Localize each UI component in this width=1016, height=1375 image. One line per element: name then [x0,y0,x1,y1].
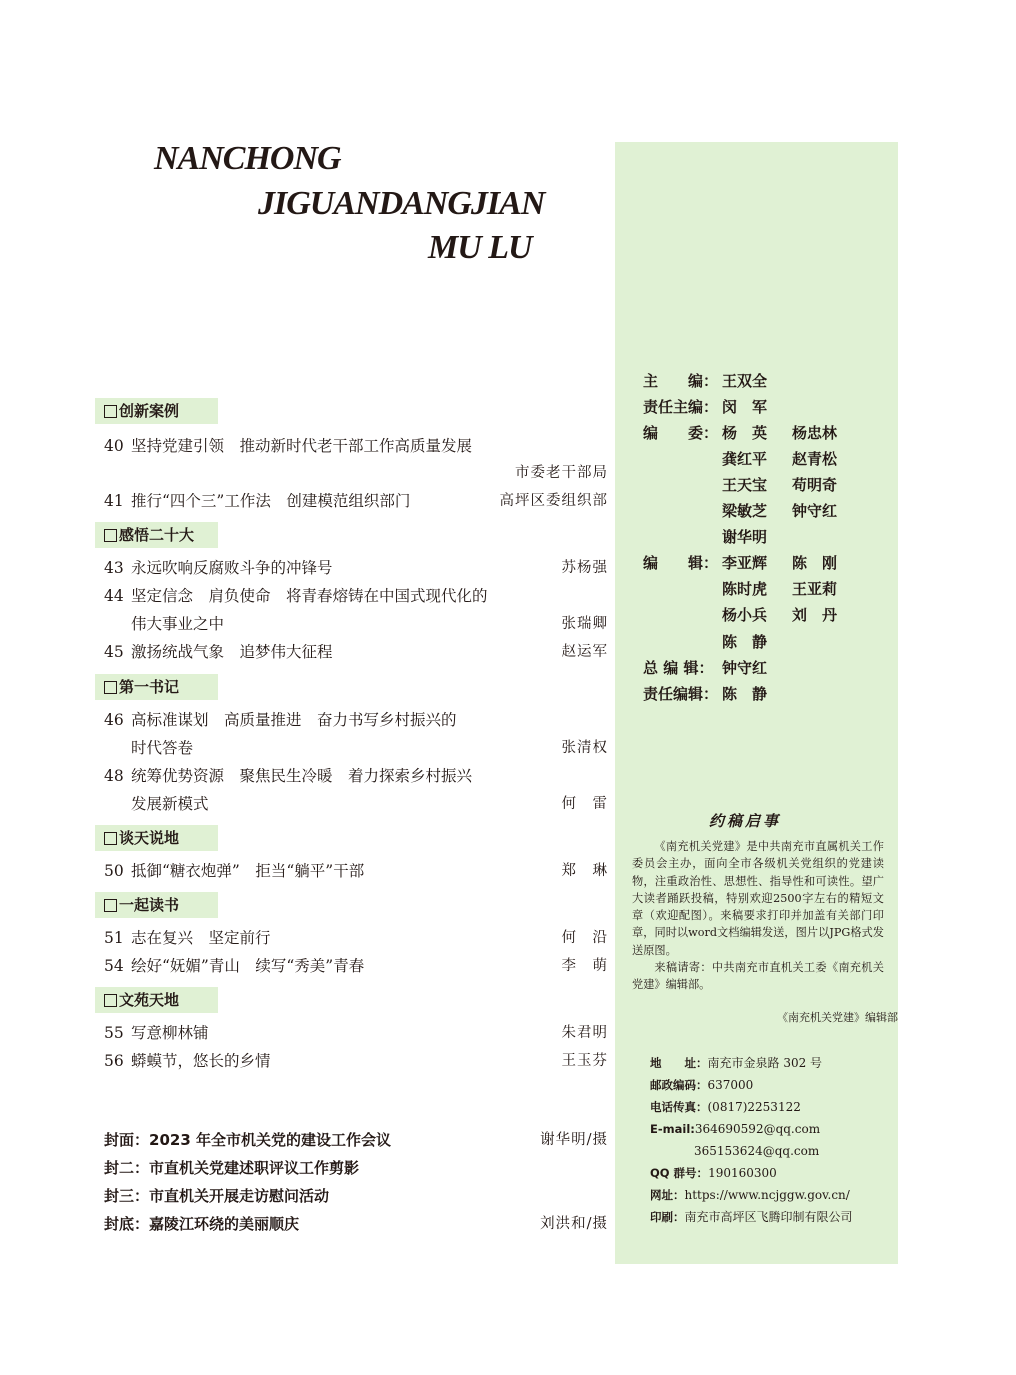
editorial-name: 杨 英 [722,424,768,442]
editorial-name: 王双全 [722,372,768,390]
toc-entry-continued: 时代答卷 [131,739,194,757]
masthead-line-3: MU LU [428,229,532,266]
checkbox-square-icon [104,681,117,694]
editorial-name: 闵 军 [722,398,768,416]
editorial-name: 谢华明 [722,528,768,546]
toc-entry[interactable]: 43 永远吹响反腐败斗争的冲锋号 [104,559,333,577]
toc-entry-continued: 发展新模式 [131,795,209,813]
toc-author: 张清权 [561,740,608,756]
toc-entry[interactable]: 51 志在复兴 坚定前行 [104,929,271,947]
editorial-name: 梁敏芝 [722,502,768,520]
checkbox-square-icon [104,899,117,912]
cover-credit: 刘洪和/摄 [540,1216,608,1232]
editorial-role: 总 编 辑： [643,659,714,677]
checkbox-square-icon [104,529,117,542]
editorial-role: 编 委： [643,424,719,442]
editorial-role: 责任编辑： [643,685,719,703]
editorial-name: 龚红平 [722,450,768,468]
checkbox-square-icon [104,405,117,418]
cover-note: 封底：嘉陵江环绕的美丽顺庆 [104,1215,300,1233]
toc-author: 李 萌 [561,958,608,974]
editorial-name: 陈时虎 [722,580,768,598]
toc-author: 赵运军 [561,644,608,660]
toc-entry[interactable]: 55 写意柳林铺 [104,1024,209,1042]
toc-entry[interactable]: 44 坚定信念 肩负使命 将青春熔铸在中国式现代化的 [104,587,488,605]
cover-note: 封二：市直机关党建述职评议工作剪影 [104,1159,360,1177]
contact-email[interactable]: E-mail:364690592@qq.com [650,1122,821,1136]
toc-entry[interactable]: 50 抵御“糖衣炮弹” 拒当“躺平”干部 [104,862,365,880]
editorial-name: 陈 静 [722,633,768,651]
section-tag: 创新案例 [95,398,218,424]
notice-body [632,838,884,994]
editorial-name: 陈 静 [722,685,768,703]
checkbox-square-icon [104,994,117,1007]
masthead-line-2: JIGUANDANGJIAN [258,185,545,222]
toc-author: 何 雷 [561,796,608,812]
contact-line: 印刷：南充市高坪区飞腾印制有限公司 [650,1210,853,1224]
toc-author: 王玉芬 [561,1053,608,1069]
section-tag: 一起读书 [95,892,218,918]
toc-entry[interactable]: 45 激扬统战气象 追梦伟大征程 [104,643,333,661]
toc-entry[interactable]: 46 高标准谋划 高质量推进 奋力书写乡村振兴的 [104,711,457,729]
contact-line: 地 址：南充市金泉路 302 号 [650,1056,823,1070]
editorial-name: 赵青松 [792,450,838,468]
editorial-name: 钟守红 [722,659,768,677]
contact-line: 电话传真：(0817)2253122 [650,1100,801,1114]
toc-entry[interactable]: 56 蟒蟆节，悠长的乡情 [104,1052,271,1070]
toc-author: 苏杨强 [561,560,608,576]
contact-line: QQ 群号：190160300 [650,1166,777,1180]
editorial-name: 杨小兵 [722,606,768,624]
section-tag: 感悟二十大 [95,522,218,548]
toc-author: 郑 琳 [561,863,608,879]
toc-author: 朱君明 [561,1025,608,1041]
toc-author: 何 沿 [561,930,608,946]
editorial-name: 王亚莉 [792,580,838,598]
editorial-name: 钟守红 [792,502,838,520]
toc-author: 张瑞卿 [561,616,608,632]
editorial-name: 李亚辉 [722,554,768,572]
section-tag: 文苑天地 [95,987,218,1013]
toc-entry[interactable]: 48 统筹优势资源 聚焦民生冷暖 着力探索乡村振兴 [104,767,473,785]
notice-paragraph: 《南充机关党建》是中共南充市直属机关工作委员会主办，面向全市各级机关党组织的党建读物，注重政治性、思想性、指导性和可读性。望广大读者踊跃投稿，特别欢迎2500字左右的精短文章（欢迎配图）。来稿要求打印并加盖有关部门印章，同时以word文档编辑发送，图片以JPG格式发送原图。 [632,840,884,957]
toc-entry[interactable]: 54 绘好“妩媚”青山 续写“秀美”青春 [104,957,365,975]
editorial-role: 编 辑： [643,554,719,572]
contact-website-link[interactable]: 网址：https://www.ncjggw.gov.cn/ [650,1188,850,1202]
cover-note: 封三：市直机关开展走访慰问活动 [104,1187,330,1205]
editorial-role: 责任主编： [643,398,719,416]
notice-signature: 《南充机关党建》编辑部 [777,1011,898,1024]
contact-email[interactable]: 365153624@qq.com [694,1144,820,1158]
checkbox-square-icon [104,832,117,845]
notice-paragraph: 来稿请寄：中共南充市直机关工委《南充机关党建》编辑部。 [632,961,884,992]
toc-entry[interactable]: 41 推行“四个三”工作法 创建模范组织部门 [104,492,411,510]
toc-entry-continued: 伟大事业之中 [131,615,225,633]
masthead-line-1: NANCHONG [154,140,341,177]
contact-line: 邮政编码：637000 [650,1078,754,1092]
editorial-role: 主 编： [643,372,719,390]
cover-note: 封面：2023 年全市机关党的建设工作会议 [104,1131,391,1149]
editorial-name: 陈 刚 [792,554,838,572]
editorial-name: 王天宝 [722,476,768,494]
toc-author: 市委老干部局 [515,465,608,481]
editorial-name: 杨忠林 [792,424,838,442]
editorial-name: 刘 丹 [792,606,838,624]
section-tag: 谈天说地 [95,825,218,851]
notice-title: 约稿启事 [709,812,782,830]
cover-credit: 谢华明/摄 [540,1132,608,1148]
toc-entry[interactable]: 40 坚持党建引领 推动新时代老干部工作高质量发展 [104,437,473,455]
section-tag: 第一书记 [95,674,218,700]
editorial-name: 苟明奇 [792,476,838,494]
toc-author: 高坪区委组织部 [499,493,608,509]
